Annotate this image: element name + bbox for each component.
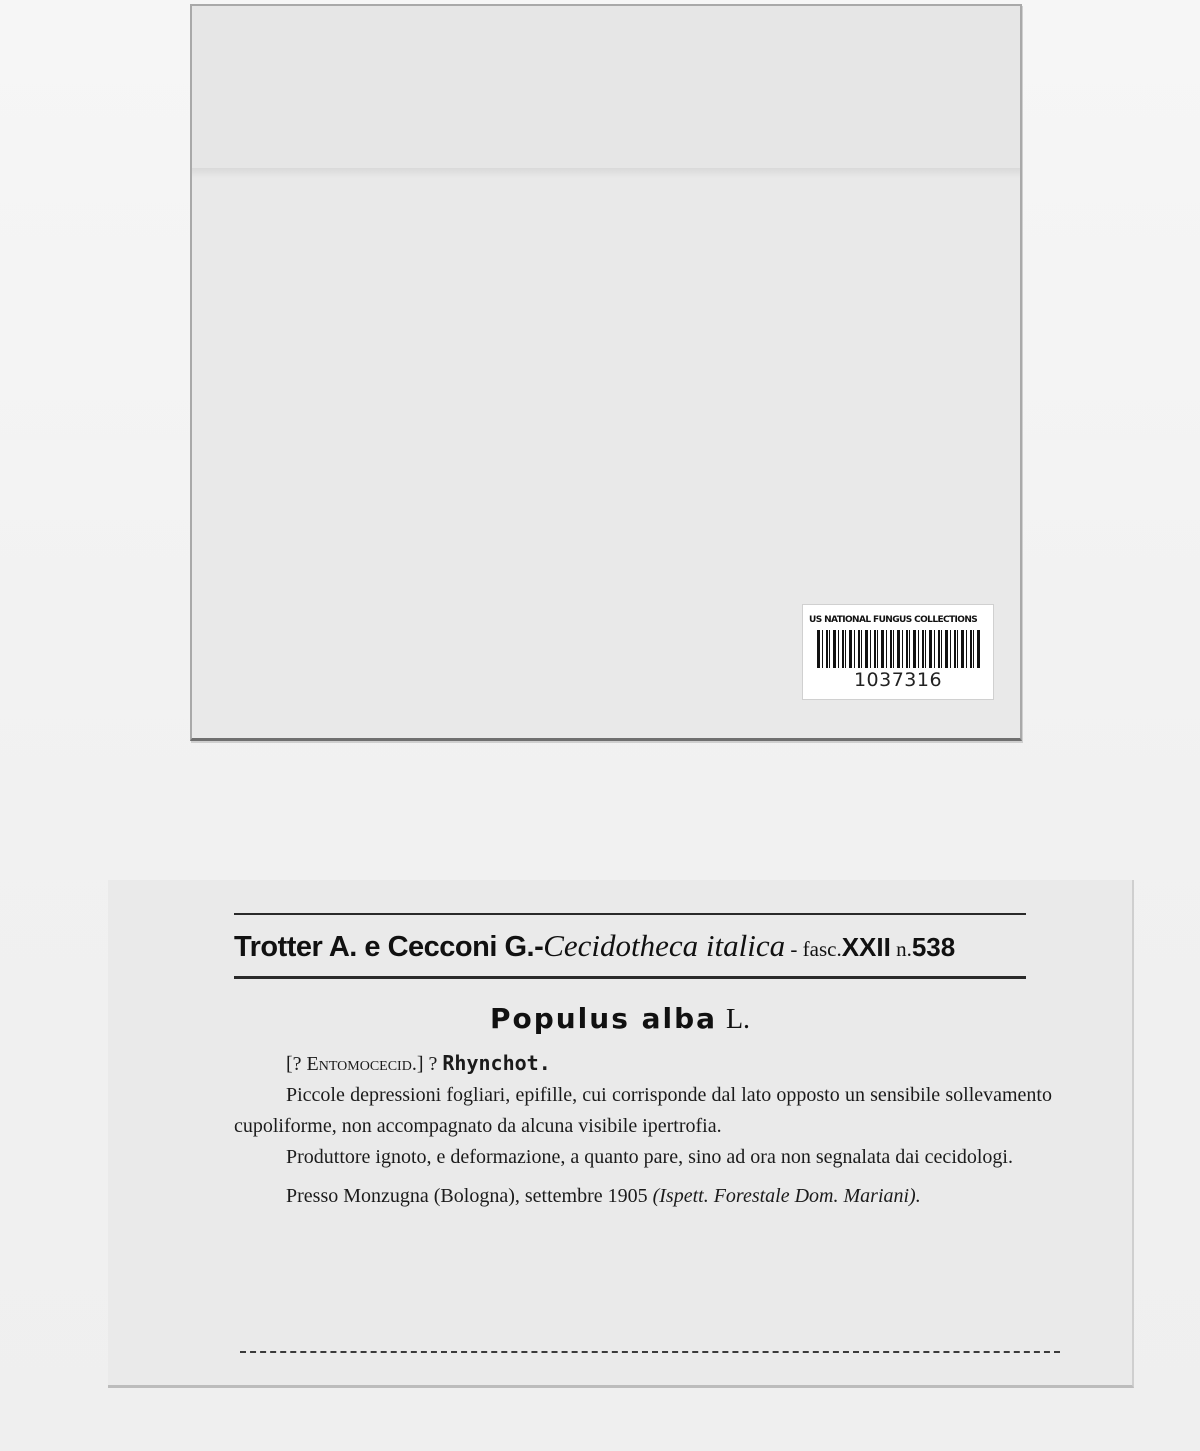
header-series: Cecidotheca italica <box>543 928 786 963</box>
header-separator-2: - <box>785 937 803 961</box>
category-prefix: [? Entomocecid.] ? <box>286 1053 443 1075</box>
printed-label <box>108 880 1134 1388</box>
description-paragraph-1: Piccole depressioni fogliari, epifille, cui corrisponde dal lato opposto un sensibile sollevamento cupoliforme, non accompagnato da alcuna visibile ipertrofia. <box>234 1084 1052 1137</box>
species-name: Populus alba <box>489 1002 718 1035</box>
envelope-fold <box>192 168 1020 178</box>
label-bottom-rule <box>240 1351 1060 1353</box>
label-header <box>234 924 1034 968</box>
barcode-label <box>802 604 994 700</box>
barcode-collection-title: US NATIONAL FUNGUS COLLECTIONS <box>809 615 978 625</box>
species-heading <box>108 1002 1132 1037</box>
label-description <box>234 1048 1052 1212</box>
header-separator: - <box>534 931 544 963</box>
label-top-rule <box>234 913 1026 915</box>
barcode-number: 1037316 <box>853 669 943 691</box>
header-authors: Trotter A. e Cecconi G. <box>234 931 535 963</box>
envelope-flap <box>192 6 1020 169</box>
header-fasc-number: XXII <box>841 932 891 962</box>
description-paragraph-2: Produttore ignoto, e deformazione, a quanto pare, sino ad ora non segnalata dai cecidologi. <box>286 1146 1013 1168</box>
label-header-rule <box>234 976 1026 979</box>
species-authority: L. <box>725 1004 751 1035</box>
locality-line <box>234 1181 1052 1212</box>
category-line <box>234 1048 1052 1080</box>
locality-text: Presso Monzugna (Bologna), settembre 1905 <box>286 1185 648 1207</box>
header-n-prefix: n. <box>890 937 912 961</box>
collector-text: (Ispett. Forestale Dom. Mariani). <box>652 1185 921 1207</box>
header-fasc-prefix: fasc. <box>802 937 842 961</box>
specimen-envelope <box>190 4 1022 741</box>
barcode-icon <box>817 630 981 668</box>
category-bold: Rhynchot. <box>442 1051 551 1075</box>
header-n-number: 538 <box>911 932 956 962</box>
